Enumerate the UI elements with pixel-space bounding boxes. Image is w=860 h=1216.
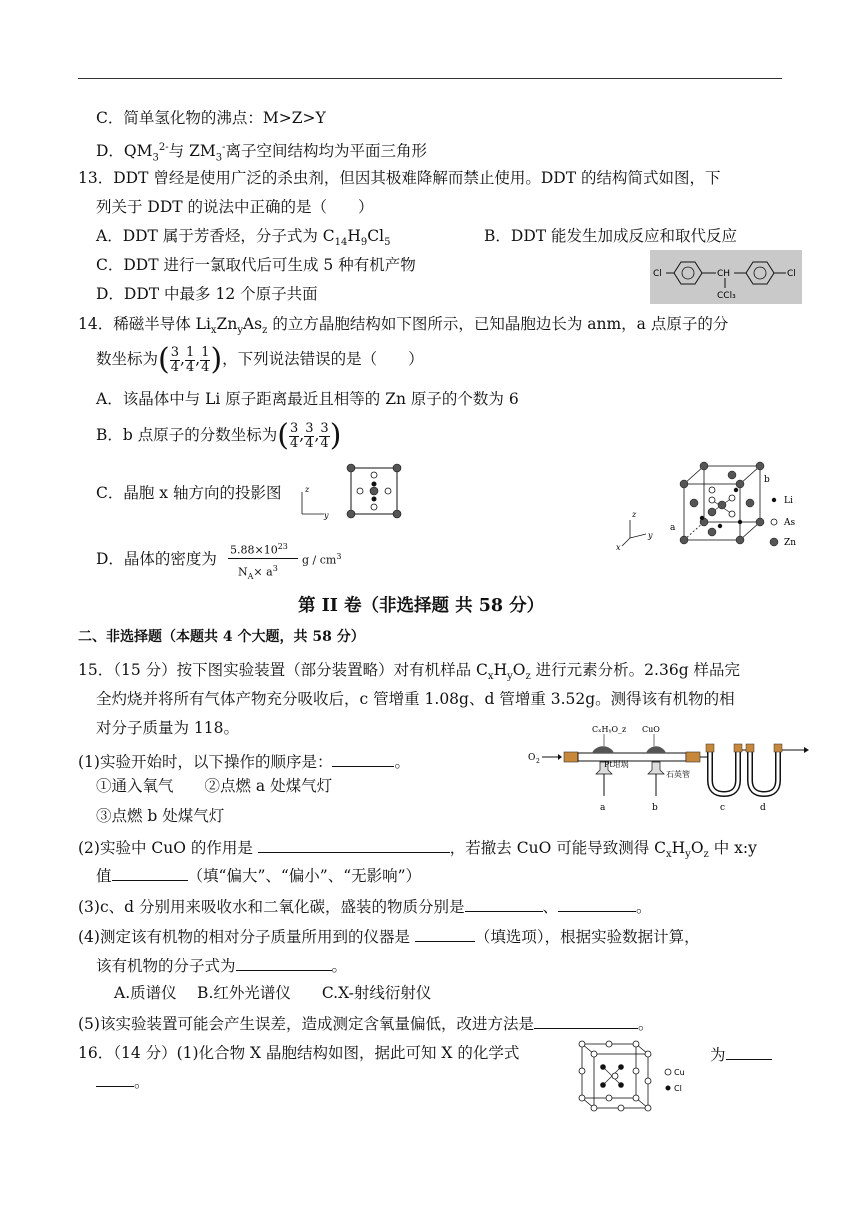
q14-stem-line1: 14．稀磁半导体 $Li_xZn_yAs_z$ 的立方晶胞结构如下图所示，已知晶胞边长为 anm，a 点原子的分: [78, 315, 729, 337]
q16-blank-part2[interactable]: [96, 1070, 134, 1087]
ddt-cl-right: Cl: [787, 269, 796, 279]
legend-cu: Cu: [674, 1068, 685, 1077]
q15-p2-blank1[interactable]: [258, 836, 450, 853]
coord-b-y: $\frac{3}{4}$: [305, 420, 314, 451]
density-unit: g / $cm^3$: [302, 552, 342, 567]
ddt-structure-svg: [650, 250, 802, 304]
benzene-ring-right: [746, 262, 774, 284]
app-label-b: b: [652, 803, 658, 813]
legend-cl: Cl: [674, 1084, 682, 1093]
q13-stem-line2: 列关于 DDT 的说法中正确的是（ ）: [96, 198, 374, 216]
q13-option-b: B．DDT 能发生加成反应和取代反应: [484, 227, 738, 245]
q15-p4-blank2[interactable]: [236, 954, 332, 971]
q13-stem-line1: 13．DDT 曾经是使用广泛的杀虫剂，但因其极难降解而禁止使用。DDT 的结构简式如图，下: [78, 169, 721, 187]
part2-title: 第 II 卷（非选择题 共 58 分）: [298, 596, 545, 616]
app-pt-label: Pt坩埚: [604, 760, 629, 769]
q12-option-d: D．$QM_3^{2-}$与 $ZM_3^-$离子空间结构均为平面三角形: [96, 142, 427, 164]
ddt-cl-left: Cl: [653, 269, 662, 279]
q15-part3: (3)c、d 分别用来吸收水和二氧化碳，盛装的物质分别是 、 。: [78, 895, 652, 917]
q14-option-a: A．该晶体中与 Li 原子距离最近且相等的 Zn 原子的个数为 6: [96, 390, 519, 408]
q16-blank-part1[interactable]: [726, 1043, 772, 1060]
q15-p4-blank1[interactable]: [415, 925, 475, 942]
density-denominator: $N_A\times a^3$: [238, 564, 278, 581]
q13-option-a: A．DDT 属于芳香烃，分子式为 $C_{14}H_9Cl_5$: [96, 227, 391, 249]
q15-part4-line1: (4)测定该有机物的相对分子质量所用到的仪器是 （填选项），根据实验数据计算，: [78, 925, 700, 947]
q14-stem-line2: 数坐标为( $\frac{3}{4}$ , $\frac{1}{4}$ , $\frac{1}{4}$ )，下列说法错误的是（ ）: [96, 342, 424, 377]
ddt-structure-figure: [650, 250, 802, 304]
benzene-ring-left: [674, 262, 702, 284]
density-expression: [228, 538, 348, 582]
density-numerator: $5.88\times 10^{23}$: [230, 542, 288, 557]
app-sample-label: CₓHᵧO_z: [592, 725, 627, 734]
coord-b-x: $\frac{3}{4}$: [289, 420, 299, 451]
q15-p1-blank[interactable]: [332, 750, 394, 767]
q15-part1-options1: ①通入氧气 ②点燃 a 处煤气灯: [96, 777, 333, 795]
app-o2-sub: 2: [536, 758, 540, 765]
proj-axis-z: z: [305, 485, 310, 494]
crystal-cell-figure: [612, 460, 812, 556]
app-quartz-label: 石英管: [666, 770, 690, 779]
q15-part4-options: A.质谱仪 B.红外光谱仪 C.X-射线衍射仪: [114, 984, 432, 1002]
legend-as: As: [784, 518, 796, 528]
proj-axis-y: y: [324, 511, 329, 520]
legend-zn: Zn: [784, 538, 797, 548]
projection-figure: [296, 462, 406, 520]
q15-stem-line1: 15．（15 分）按下图实验装置（部分装置略）对有机样品 $C_xH_yO_z$ 进行元素分析。2.36g 样品完: [78, 661, 741, 683]
q16-stem-answer: 为: [710, 1043, 772, 1065]
ddt-ccl3: CCl₃: [717, 291, 736, 301]
cucl-cell-figure: [576, 1040, 706, 1114]
q14-option-c: C．晶胞 x 轴方向的投影图: [96, 484, 282, 502]
coord-a-z: $\frac{1}{4}$: [201, 344, 210, 375]
q15-part2-line2: 值 （填“偏大”、“偏小”、“无影响”）: [96, 864, 421, 886]
q12-option-c: C．简单氢化物的沸点：M>Z>Y: [96, 109, 326, 127]
cell-label-b: b: [764, 475, 770, 485]
coord-a-x: $\frac{3}{4}$: [170, 344, 180, 375]
q15-p5-blank[interactable]: [534, 1012, 638, 1029]
coord-a-y: $\frac{1}{4}$: [185, 344, 195, 375]
q16-stem-line2: 。: [96, 1070, 150, 1092]
q15-part5: (5)该实验装置可能会产生误差，造成测定含氧量偏低，改进方法是 。: [78, 1012, 653, 1034]
q15-part1-options2: ③点燃 b 处煤气灯: [96, 807, 225, 825]
q14-option-b: B．b 点原子的分数坐标为( $\frac{3}{4}$ , $\frac{3}{4}$ , $\frac{3}{4}$ ): [96, 418, 342, 453]
coord-b-z: $\frac{3}{4}$: [320, 420, 329, 451]
part2-heading: 二、非选择题（本题共 4 个大题，共 58 分）: [78, 629, 365, 645]
q15-part4-line2: 该有机物的分子式为 。: [96, 954, 347, 976]
cell-axis-y: y: [648, 531, 653, 540]
app-label-a: a: [600, 803, 606, 813]
q13-option-d: D．DDT 中最多 12 个原子共面: [96, 285, 318, 303]
q15-p3-blank1[interactable]: [465, 895, 543, 912]
apparatus-figure: [528, 722, 810, 818]
q13-option-c: C．DDT 进行一氯取代后可生成 5 种有机产物: [96, 256, 416, 274]
q15-part1: (1)实验开始时，以下操作的顺序是： 。: [78, 750, 410, 772]
cell-label-a: a: [670, 523, 676, 533]
q15-p3-blank2[interactable]: [558, 895, 636, 912]
header-rule: [78, 78, 782, 79]
q16-stem: 16．（14 分）(1)化合物 X 晶胞结构如图，据此可知 X 的化学式: [78, 1044, 520, 1062]
q15-p2-blank2[interactable]: [112, 864, 188, 881]
q15-stem-line3: 对分子质量为 118。: [96, 719, 240, 737]
q14-option-d-label: D．晶体的密度为: [96, 550, 217, 568]
app-label-d: d: [760, 803, 766, 813]
cell-axis-z: z: [632, 510, 637, 519]
cell-axis-x: x: [616, 543, 621, 552]
q15-stem-line2: 全灼烧并将所有气体产物充分吸收后，c 管增重 1.08g、d 管增重 3.52g。测得该有机物的相: [96, 690, 735, 708]
legend-li: Li: [784, 496, 793, 506]
ddt-ch: CH: [717, 269, 731, 279]
app-cuo-label: CuO: [642, 725, 660, 734]
q15-part2-line1: (2)实验中 CuO 的作用是 ，若撤去 CuO 可能导致测得 $C_xH_yO_z$ 中 x:y: [78, 836, 757, 865]
app-label-c: c: [720, 803, 726, 813]
app-o2: O: [528, 753, 536, 763]
